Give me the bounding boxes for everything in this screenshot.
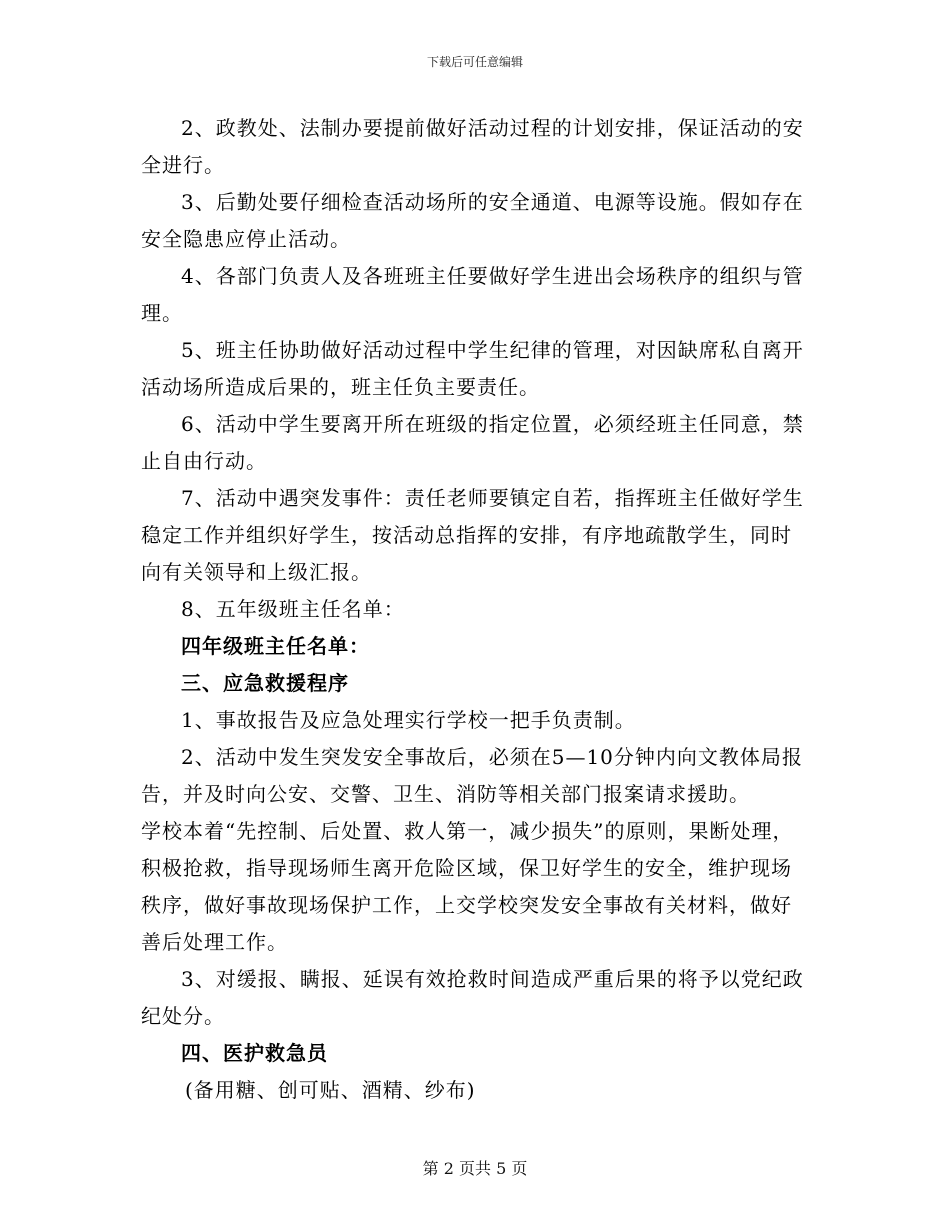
paragraph: 4、各部门负责人及各班班主任要做好学生进出会场秩序的组织与管理。 (141, 264, 804, 325)
section-heading: 三、应急救援程序 (181, 671, 349, 695)
section-heading: 四年级班主任名单： (181, 634, 370, 658)
paragraph: 学校本着“先控制、后处置、救人第一，减少损失”的原则，果断处理，积极抢救，指导现场师生离开危险区域，保卫好学生的安全，维护现场秩序，做好事故现场保护工作，上交学校突发安全事故有关材料，做好善后处理工作。 (141, 819, 794, 954)
paragraph: 2、活动中发生突发安全事故后，必须在5—10分钟内向文教体局报告，并及时向公安、交警、卫生、消防等相关部门报案请求援助。 (141, 745, 803, 806)
paragraph: 6、活动中学生要离开所在班级的指定位置，必须经班主任同意，禁止自由行动。 (141, 412, 804, 473)
paragraph: 3、对缓报、瞒报、延误有效抢救时间造成严重后果的将予以党纪政纪处分。 (141, 967, 804, 1028)
paragraph: 7、活动中遇突发事件：责任老师要镇定自若，指挥班主任做好学生稳定工作并组织好学生，按活动总指挥的安排，有序地疏散学生，同时向有关领导和上级汇报。 (141, 486, 804, 584)
paragraph: 2、政教处、法制办要提前做好活动过程的计划安排，保证活动的安全进行。 (141, 116, 804, 177)
paragraph: 5、班主任协助做好活动过程中学生纪律的管理，对因缺席私自离开活动场所造成后果的，班主任负主要责任。 (141, 338, 804, 399)
page-header: 下载后可任意编辑 (426, 55, 523, 69)
paragraph: 8、五年级班主任名单： (181, 597, 405, 621)
document-body (141, 110, 809, 1109)
paragraph: (备用糖、创可贴、酒精、纱布) (185, 1078, 476, 1102)
paragraph: 1、事故报告及应急处理实行学校一把手负责制。 (181, 708, 636, 732)
paragraph: 3、后勤处要仔细检查活动场所的安全通道、电源等设施。假如存在安全隐患应停止活动。 (141, 190, 804, 251)
page-footer: 第 2 页共 5 页 (422, 1159, 528, 1178)
section-heading: 四、医护救急员 (181, 1041, 328, 1065)
